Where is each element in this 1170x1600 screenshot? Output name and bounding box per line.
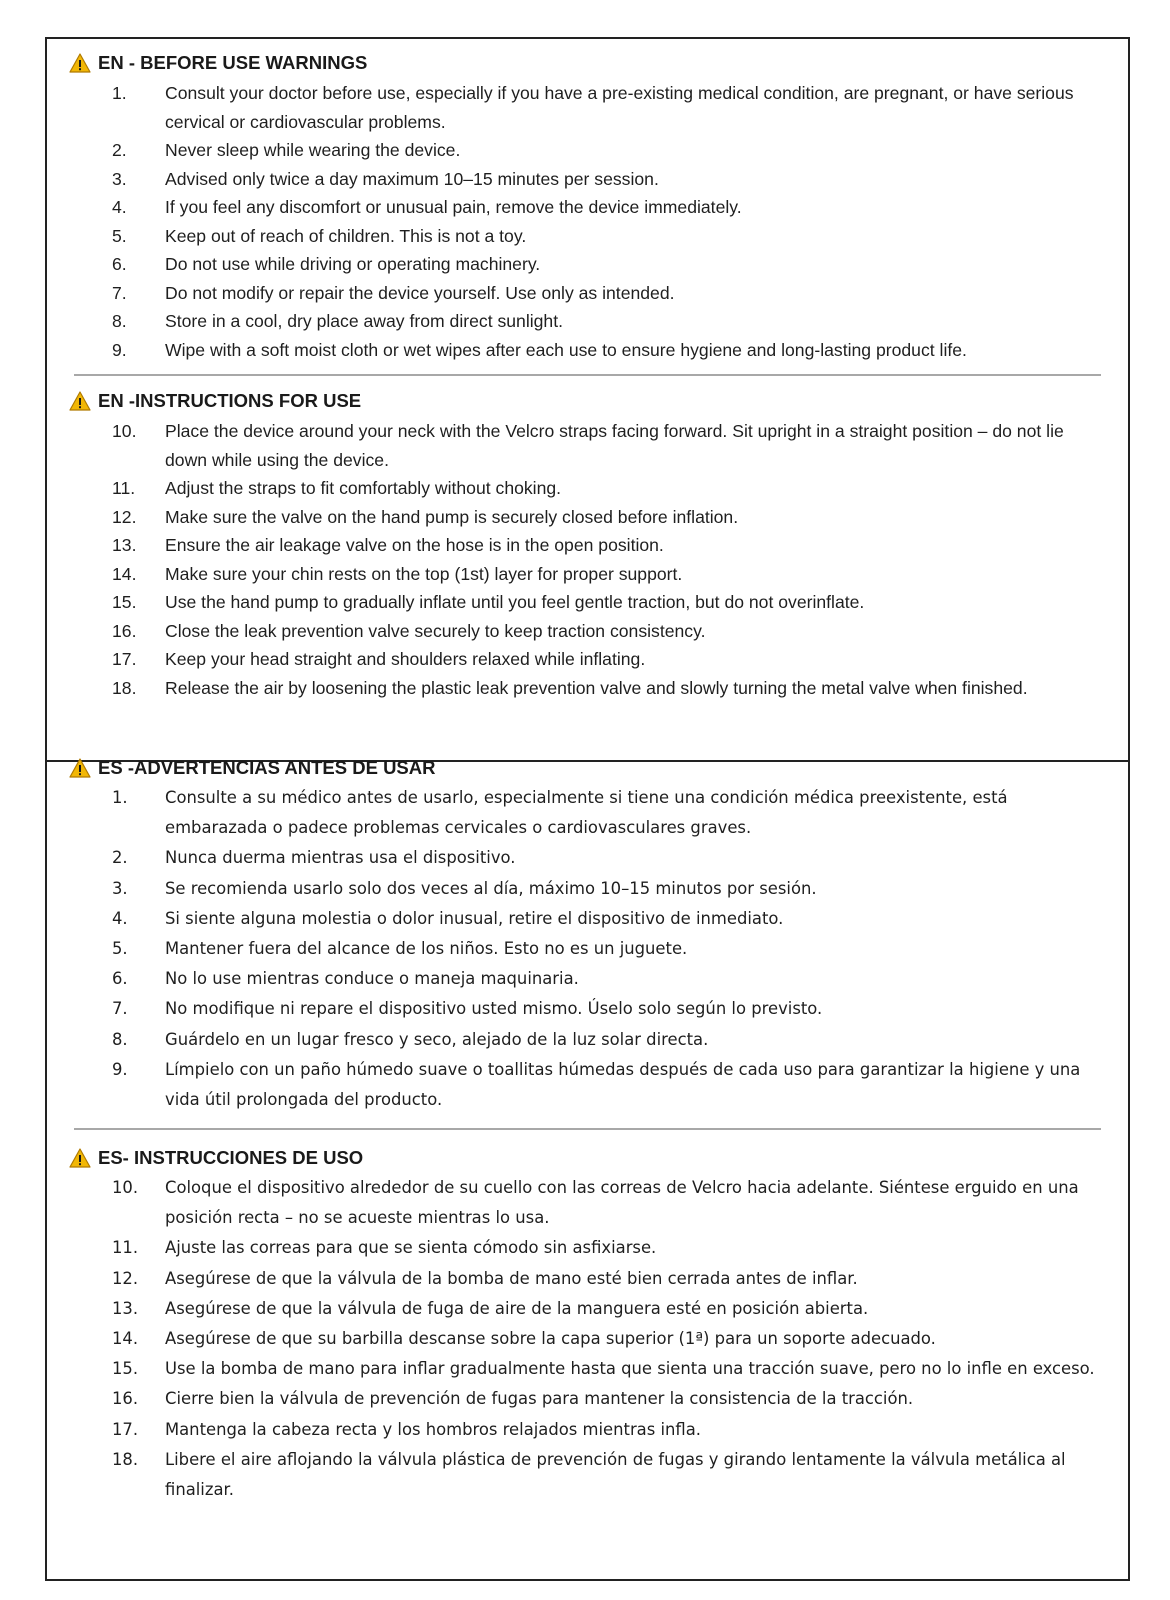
item-text: Advised only twice a day maximum 10–15 minutes per session. xyxy=(165,168,659,189)
item-number: 6. xyxy=(112,254,127,274)
item-number: 9. xyxy=(112,1059,128,1079)
list-item xyxy=(47,934,1128,964)
item-text: Never sleep while wearing the device. xyxy=(165,140,461,160)
list-item xyxy=(47,1415,1128,1445)
item-number: 5. xyxy=(112,225,127,246)
list-item xyxy=(47,645,1128,674)
item-number: 8. xyxy=(112,1029,128,1049)
item-number: 15. xyxy=(112,1359,139,1379)
item-number: 9. xyxy=(112,339,127,360)
warning-icon xyxy=(69,391,91,411)
item-text: Place the device around your neck with the Velcro straps facing forward. Sit upright in a straight position – do not lie down while using the device. xyxy=(165,421,1064,470)
es-warnings-list xyxy=(47,783,1128,1115)
list-item xyxy=(47,1384,1128,1414)
item-number: 17. xyxy=(112,1419,139,1439)
list-item xyxy=(47,1354,1128,1384)
item-number: 8. xyxy=(112,311,127,331)
list-item xyxy=(47,1324,1128,1354)
item-text: Límpielo con un paño húmedo suave o toallitas húmedas después de cada uso para garantizar la higiene y una vida útil prolongada del producto. xyxy=(165,1059,1081,1110)
item-number: 4. xyxy=(112,197,127,217)
item-number: 14. xyxy=(112,563,137,584)
item-number: 4. xyxy=(112,908,128,928)
item-text: Asegúrese de que su barbilla descanse sobre la capa superior (1ª) para un soporte adecuado. xyxy=(165,1329,936,1349)
list-item xyxy=(47,250,1128,279)
item-text: Libere el aire aflojando la válvula plástica de prevención de fugas y girando lentamente la válvula metálica al finalizar. xyxy=(165,1449,1066,1500)
item-text: No modifique ni repare el dispositivo usted mismo. Úselo solo según lo previsto. xyxy=(165,999,823,1019)
item-text: No lo use mientras conduce o maneja maquinaria. xyxy=(165,969,579,989)
list-item xyxy=(47,1025,1128,1055)
item-number: 12. xyxy=(112,1268,139,1288)
item-text: Close the leak prevention valve securely to keep traction consistency. xyxy=(165,620,706,641)
item-text: Se recomienda usarlo solo dos veces al día, máximo 10–15 minutos por sesión. xyxy=(165,878,817,898)
item-text: Guárdelo en un lugar fresco y seco, alejado de la luz solar directa. xyxy=(165,1029,709,1049)
item-text: Do not use while driving or operating machinery. xyxy=(165,254,541,274)
list-item xyxy=(47,307,1128,336)
list-item xyxy=(47,474,1128,503)
es-instructions-heading xyxy=(69,1147,363,1169)
list-item xyxy=(47,1055,1128,1115)
en-instructions-heading xyxy=(69,390,361,412)
item-number: 14. xyxy=(112,1329,139,1349)
english-instructions-panel xyxy=(45,37,1130,762)
item-text: Asegúrese de que la válvula de la bomba de mano esté bien cerrada antes de inflar. xyxy=(165,1268,858,1288)
item-text: Coloque el dispositivo alrededor de su cuello con las correas de Velcro hacia adelante. Siéntese erguido en una posición recta – no se acueste mientras lo usa. xyxy=(165,1178,1079,1228)
list-item xyxy=(47,904,1128,934)
list-item xyxy=(47,1294,1128,1324)
list-item xyxy=(47,222,1128,251)
item-number: 13. xyxy=(112,1298,139,1318)
list-item xyxy=(47,674,1128,703)
item-number: 10. xyxy=(112,1178,139,1197)
item-text: Release the air by loosening the plastic leak prevention valve and slowly turning the metal valve when finished. xyxy=(165,677,1028,698)
item-text: Si siente alguna molestia o dolor inusual, retire el dispositivo de inmediato. xyxy=(165,908,784,928)
list-item xyxy=(47,79,1128,136)
item-text: Store in a cool, dry place away from direct sunlight. xyxy=(165,311,563,331)
item-text: Consulte a su médico antes de usarlo, especialmente si tiene una condición médica preexistente, está embarazada o padece problemas cervicales o cardiovasculares graves. xyxy=(165,788,1008,838)
es-warnings-title: ES -ADVERTENCIAS ANTES DE USAR xyxy=(98,757,436,778)
item-text: If you feel any discomfort or unusual pain, remove the device immediately. xyxy=(165,197,742,217)
item-number: 7. xyxy=(112,999,128,1019)
item-text: Use la bomba de mano para inflar gradualmente hasta que sienta una tracción suave, pero no lo infle en exceso. xyxy=(165,1359,1095,1379)
warning-icon xyxy=(69,53,91,73)
list-item xyxy=(47,336,1128,365)
list-item xyxy=(47,964,1128,994)
item-text: Mantener fuera del alcance de los niños. Esto no es un juguete. xyxy=(165,939,688,959)
list-item xyxy=(47,136,1128,165)
list-item xyxy=(47,994,1128,1024)
item-text: Make sure the valve on the hand pump is securely closed before inflation. xyxy=(165,506,739,527)
item-text: Ajuste las correas para que se sienta cómodo sin asfixiarse. xyxy=(165,1238,657,1258)
es-instructions-title: ES- INSTRUCCIONES DE USO xyxy=(98,1147,364,1168)
item-number: 18. xyxy=(112,1449,139,1469)
list-item xyxy=(47,165,1128,194)
list-item xyxy=(47,417,1128,474)
warning-icon xyxy=(69,758,91,778)
item-number: 15. xyxy=(112,592,137,612)
item-text: Asegúrese de que la válvula de fuga de aire de la manguera esté en posición abierta. xyxy=(165,1298,869,1318)
item-text: Do not modify or repair the device yourself. Use only as intended. xyxy=(165,282,675,303)
es-warnings-heading xyxy=(69,757,436,779)
item-text: Keep your head straight and shoulders relaxed while inflating. xyxy=(165,649,646,669)
list-item xyxy=(47,783,1128,843)
item-number: 5. xyxy=(112,939,128,959)
item-text: Ensure the air leakage valve on the hose is in the open position. xyxy=(165,535,664,555)
item-text: Wipe with a soft moist cloth or wet wipes after each use to ensure hygiene and long-lasting product life. xyxy=(165,339,967,360)
list-item xyxy=(47,531,1128,560)
item-text: Consult your doctor before use, especially if you have a pre-existing medical condition, are pregnant, or have serious cervical or cardiovascular problems. xyxy=(165,83,1074,132)
item-text: Mantenga la cabeza recta y los hombros relajados mientras infla. xyxy=(165,1419,701,1439)
list-item xyxy=(47,1445,1128,1505)
list-item xyxy=(47,1233,1128,1263)
item-number: 12. xyxy=(112,506,137,527)
en-warnings-title: EN - BEFORE USE WARNINGS xyxy=(98,52,368,73)
list-item xyxy=(47,279,1128,308)
item-number: 3. xyxy=(112,878,128,898)
item-text: Make sure your chin rests on the top (1st) layer for proper support. xyxy=(165,563,683,584)
section-divider xyxy=(74,1128,1101,1130)
item-number: 1. xyxy=(112,788,128,807)
list-item xyxy=(47,588,1128,617)
item-number: 2. xyxy=(112,848,128,868)
list-item xyxy=(47,193,1128,222)
en-warnings-heading xyxy=(69,52,367,74)
list-item xyxy=(47,1173,1128,1233)
item-number: 7. xyxy=(112,282,127,303)
en-instructions-title: EN -INSTRUCTIONS FOR USE xyxy=(98,390,362,411)
item-number: 17. xyxy=(112,649,137,669)
item-number: 11. xyxy=(112,1238,139,1258)
item-number: 6. xyxy=(112,969,128,989)
section-divider xyxy=(74,374,1101,376)
list-item xyxy=(47,843,1128,873)
item-text: Adjust the straps to fit comfortably without choking. xyxy=(165,478,562,498)
item-number: 18. xyxy=(112,677,137,698)
item-text: Cierre bien la válvula de prevención de fugas para mantener la consistencia de la tracción. xyxy=(165,1389,914,1409)
en-warnings-list xyxy=(47,79,1128,364)
list-item xyxy=(47,560,1128,589)
warning-icon xyxy=(69,1148,91,1168)
item-number: 1. xyxy=(112,83,127,103)
item-text: Use the hand pump to gradually inflate until you feel gentle traction, but do not overinflate. xyxy=(165,592,865,612)
item-number: 16. xyxy=(112,620,137,641)
item-number: 13. xyxy=(112,535,137,555)
es-instructions-list xyxy=(47,1173,1128,1505)
list-item xyxy=(47,1264,1128,1294)
list-item xyxy=(47,874,1128,904)
en-instructions-list xyxy=(47,417,1128,702)
item-number: 2. xyxy=(112,140,127,160)
item-number: 16. xyxy=(112,1389,139,1409)
item-text: Nunca duerma mientras usa el dispositivo. xyxy=(165,848,516,868)
list-item xyxy=(47,617,1128,646)
item-number: 11. xyxy=(112,478,136,498)
item-text: Keep out of reach of children. This is not a toy. xyxy=(165,225,527,246)
item-number: 10. xyxy=(112,421,137,441)
item-number: 3. xyxy=(112,168,127,189)
list-item xyxy=(47,503,1128,532)
spanish-instructions-panel xyxy=(45,757,1130,1581)
